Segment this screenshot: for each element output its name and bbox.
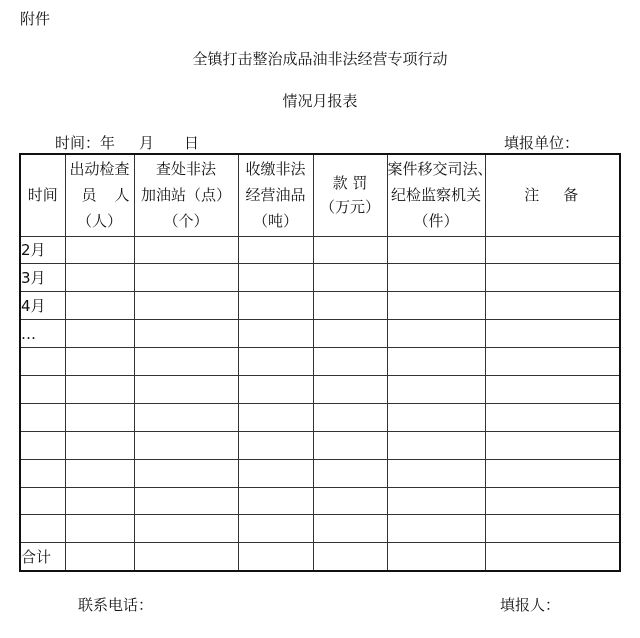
table-cell[interactable]	[134, 348, 238, 376]
table-row	[20, 487, 620, 515]
table-cell[interactable]	[65, 264, 134, 292]
table-cell[interactable]	[65, 431, 134, 459]
table-cell[interactable]	[238, 375, 313, 403]
table-cell[interactable]	[65, 348, 134, 376]
table-cell[interactable]	[313, 236, 387, 264]
row-label-cell: …	[20, 320, 65, 348]
table-cell[interactable]	[485, 431, 620, 459]
table-cell[interactable]	[134, 459, 238, 487]
table-cell[interactable]	[65, 515, 134, 543]
table-cell[interactable]	[485, 348, 620, 376]
table-cell[interactable]	[485, 543, 620, 571]
reporter-label: 填报人：	[500, 596, 561, 614]
header-illegal-stations: 查处非法 加油站（点） （个）	[134, 154, 238, 236]
table-cell[interactable]	[238, 431, 313, 459]
table-cell[interactable]	[65, 487, 134, 515]
table-row	[20, 320, 620, 348]
row-label-cell	[20, 515, 65, 543]
table-cell[interactable]	[313, 403, 387, 431]
table-cell[interactable]	[313, 320, 387, 348]
table-cell[interactable]	[485, 515, 620, 543]
row-label-cell	[20, 431, 65, 459]
row-label-cell: 4月	[20, 292, 65, 320]
header-case-transfers: 案件移交司法、 纪检监察机关 （件）	[387, 154, 485, 236]
table-header-row	[20, 154, 620, 236]
table-row	[20, 236, 620, 264]
table-cell[interactable]	[485, 236, 620, 264]
table-cell[interactable]	[313, 264, 387, 292]
table-cell[interactable]	[387, 292, 485, 320]
header-fines: 款 罚 （万元）	[313, 154, 387, 236]
table-cell[interactable]	[313, 431, 387, 459]
table-cell[interactable]	[485, 320, 620, 348]
header-seized-oil: 收缴非法 经营油品 （吨）	[238, 154, 313, 236]
row-label-cell: 2月	[20, 236, 65, 264]
row-label-cell	[20, 375, 65, 403]
table-row	[20, 264, 620, 292]
table-cell[interactable]	[313, 515, 387, 543]
table-row	[20, 292, 620, 320]
table-cell[interactable]	[387, 375, 485, 403]
table-row	[20, 543, 620, 571]
table-cell[interactable]	[65, 236, 134, 264]
table-cell[interactable]	[238, 292, 313, 320]
header-remarks: 注备	[485, 154, 620, 236]
table-cell[interactable]	[387, 348, 485, 376]
table-row	[20, 431, 620, 459]
table-cell[interactable]	[485, 487, 620, 515]
document-title: 全镇打击整治成品油非法经营专项行动	[192, 50, 448, 68]
table-cell[interactable]	[485, 459, 620, 487]
table-cell[interactable]	[134, 292, 238, 320]
attachment-label: 附件	[20, 10, 51, 28]
table-row	[20, 375, 620, 403]
header-time: 时间	[20, 154, 65, 236]
table-cell[interactable]	[134, 543, 238, 571]
table-cell[interactable]	[134, 236, 238, 264]
table-cell[interactable]	[313, 487, 387, 515]
table-cell[interactable]	[313, 375, 387, 403]
table-cell[interactable]	[65, 320, 134, 348]
table-cell[interactable]	[387, 320, 485, 348]
table-cell[interactable]	[313, 292, 387, 320]
header-inspectors: 出动检查 员人 （人）	[65, 154, 134, 236]
table-cell[interactable]	[485, 403, 620, 431]
row-label-cell	[20, 348, 65, 376]
table-cell[interactable]	[238, 487, 313, 515]
row-label-cell	[20, 459, 65, 487]
table-cell[interactable]	[485, 264, 620, 292]
table-cell[interactable]	[65, 375, 134, 403]
table-cell[interactable]	[387, 487, 485, 515]
table-row	[20, 515, 620, 543]
row-label-cell: 3月	[20, 264, 65, 292]
table-cell[interactable]	[238, 348, 313, 376]
table-row	[20, 348, 620, 376]
table-cell[interactable]	[387, 515, 485, 543]
table-cell[interactable]	[134, 320, 238, 348]
table-cell[interactable]	[485, 375, 620, 403]
table-cell[interactable]	[238, 515, 313, 543]
table-cell[interactable]	[238, 236, 313, 264]
table-cell[interactable]	[65, 292, 134, 320]
table-cell[interactable]	[387, 236, 485, 264]
date-day: 日	[184, 134, 200, 152]
table-cell[interactable]	[238, 264, 313, 292]
contact-phone-label: 联系电话：	[78, 596, 154, 614]
table-cell[interactable]	[313, 543, 387, 571]
row-label-cell: 合计	[20, 543, 65, 571]
table-cell[interactable]	[134, 403, 238, 431]
date-label: 时间：	[55, 134, 101, 152]
table-cell[interactable]	[485, 292, 620, 320]
report-unit-label: 填报单位：	[504, 134, 580, 152]
table-cell[interactable]	[134, 375, 238, 403]
monthly-report-table	[19, 153, 621, 572]
table-cell[interactable]	[65, 459, 134, 487]
table-cell[interactable]	[65, 543, 134, 571]
table-cell[interactable]	[313, 348, 387, 376]
table-cell[interactable]	[238, 320, 313, 348]
row-label-cell	[20, 403, 65, 431]
table-cell[interactable]	[134, 487, 238, 515]
row-label-cell	[20, 487, 65, 515]
table-cell[interactable]	[387, 264, 485, 292]
table-cell[interactable]	[387, 431, 485, 459]
table-cell[interactable]	[134, 431, 238, 459]
table-cell[interactable]	[134, 264, 238, 292]
table-row	[20, 459, 620, 487]
table-cell[interactable]	[238, 459, 313, 487]
table-cell[interactable]	[387, 459, 485, 487]
table-cell[interactable]	[134, 515, 238, 543]
date-line	[55, 132, 199, 153]
table-cell[interactable]	[238, 543, 313, 571]
table-cell[interactable]	[238, 403, 313, 431]
date-year: 年	[100, 134, 116, 152]
date-month: 月	[139, 134, 155, 152]
document-subtitle: 情况月报表	[282, 92, 358, 110]
table-row	[20, 403, 620, 431]
table-cell[interactable]	[387, 403, 485, 431]
table-cell[interactable]	[387, 543, 485, 571]
table-cell[interactable]	[65, 403, 134, 431]
table-cell[interactable]	[313, 459, 387, 487]
